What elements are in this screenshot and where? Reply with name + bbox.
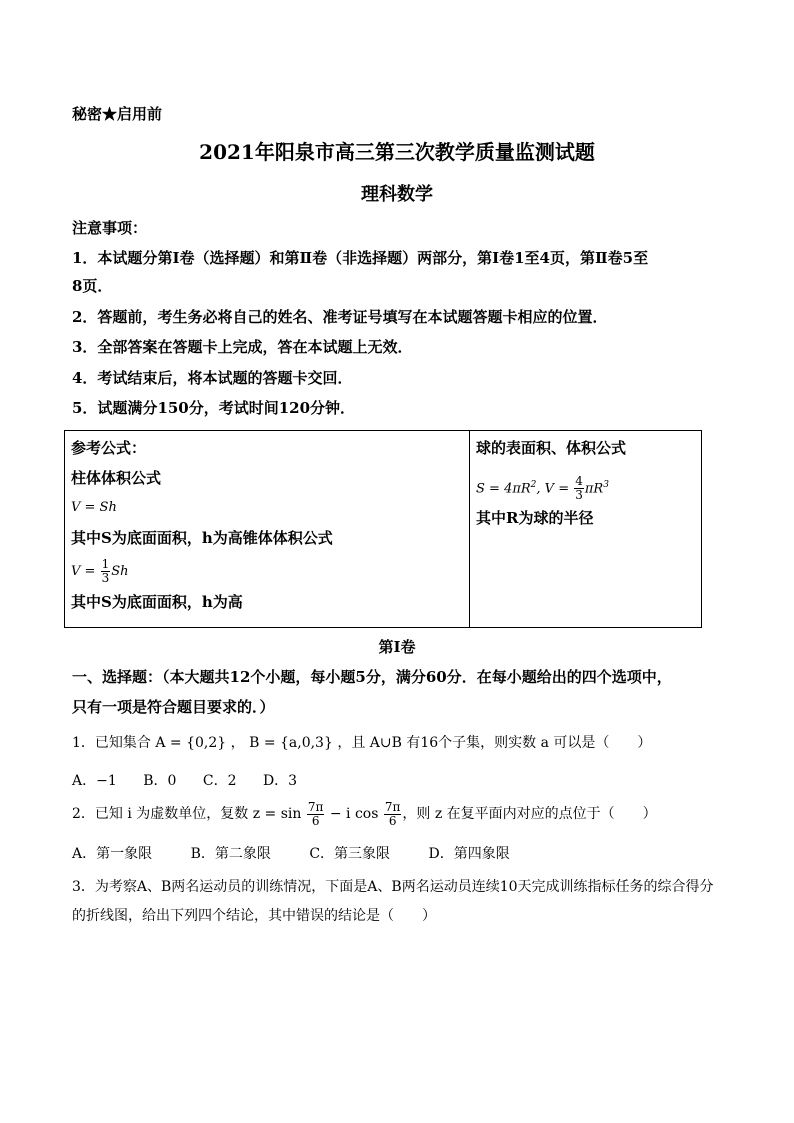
question-2-fraction-2-numerator: 7π: [384, 799, 401, 814]
cone-volume-formula: [71, 555, 463, 589]
cone-volume-note: 其中S为底面面积，h为高: [71, 593, 243, 611]
sphere-area-exponent: 2: [530, 480, 537, 490]
notes-item-4: 4．考试结束后，将本试题的答题卡交回．: [72, 368, 353, 387]
section-instruction-line-2: 只有一项是符合题目要求的．）: [72, 698, 275, 716]
part-one-title: 第Ⅰ卷: [378, 638, 416, 656]
question-1-option-b: B．0: [143, 773, 177, 789]
sphere-fraction-numerator: 4: [575, 474, 583, 489]
question-2-option-a: A．第一象限: [72, 846, 153, 862]
notes-item-5: 5．试题满分150分，考试时间120分钟．: [72, 399, 356, 417]
notes-item-3: 3．全部答案在答题卡上完成，答在本试题上无效．: [72, 338, 413, 356]
notes-section: [72, 217, 732, 428]
reference-label: 参考公式：: [71, 439, 147, 457]
confidential-label: 秘密★启用前: [72, 105, 163, 123]
cone-fraction: [101, 558, 111, 585]
cone-fraction-numerator: 1: [101, 557, 110, 571]
cone-formula-lhs: V =: [71, 564, 96, 579]
question-2-fraction-1: [307, 801, 325, 828]
question-2-option-b: B．第二象限: [190, 846, 271, 862]
sphere-formula-note: 其中R为球的半径: [476, 509, 594, 527]
prism-volume-formula: V = Sh: [71, 500, 117, 515]
question-3-text-line-1: 3．为考察A、B两名运动员的训练情况，下面是A、B两名运动员连续10天完成训练指标任务的综合得分: [72, 879, 714, 895]
question-1-option-c: C．2: [202, 773, 237, 789]
question-2-fraction-2: [384, 801, 402, 828]
question-1-options: [72, 770, 297, 790]
question-2-suffix: ，则 z 在复平面内对应的点位于（ ）: [402, 806, 657, 822]
prism-volume-label: 柱体体积公式: [71, 469, 162, 487]
question-2-middle: − i cos: [329, 806, 379, 822]
question-2-option-d: D．第四象限: [428, 846, 510, 862]
sphere-fraction: [574, 475, 584, 502]
question-3-text-line-2: 的折线图，给出下列四个结论，其中错误的结论是（ ）: [72, 908, 436, 924]
exam-subject: 理科数学: [361, 184, 433, 205]
question-2-fraction-2-denominator: 6: [388, 813, 397, 828]
notes-item-2: 2．答题前，考生务必将自己的姓名、准考证号填写在本试题答题卡相应的位置．: [72, 307, 608, 326]
notes-item-1-line-2: 8页．: [72, 277, 113, 295]
notes-heading: 注意事项：: [72, 219, 148, 237]
question-2-fraction-1-numerator: 7π: [307, 799, 324, 814]
sphere-formula: [476, 465, 695, 505]
sphere-formula-label: 球的表面积、体积公式: [476, 439, 627, 457]
reference-formula-table: [64, 430, 702, 628]
section-instruction-line-1: 一、选择题：（本大题共12个小题，每小题5分，满分60分．在每小题给出的四个选项中，: [72, 668, 672, 686]
question-2-option-c: C．第三象限: [309, 846, 391, 862]
sphere-volume-lhs: , V =: [536, 481, 570, 497]
sphere-fraction-denominator: 3: [575, 488, 583, 503]
question-1-text: 1．已知集合 A = {0,2} ， B = {a,0,3} ，且 A∪B 有16个子集，则实数 a 可以是（ ）: [72, 735, 652, 751]
cone-formula-rhs: Sh: [111, 564, 129, 579]
sphere-volume-exponent: 3: [603, 480, 609, 490]
question-1-option-d: D．3: [262, 773, 298, 789]
question-2-fraction-1-denominator: 6: [311, 813, 320, 828]
question-2-options: [72, 843, 510, 863]
prism-volume-note: 其中S为底面面积，h为高锥体体积公式: [71, 529, 333, 547]
sphere-area-formula: S = 4πR: [476, 481, 531, 497]
question-2-prefix: 2．已知 i 为虚数单位，复数 z = sin: [72, 806, 302, 822]
question-2-text: [72, 796, 657, 832]
sphere-formula-cell: [470, 431, 702, 628]
notes-item-1-line-1: 1．本试题分第Ⅰ卷（选择题）和第Ⅱ卷（非选择题）两部分，第Ⅰ卷1至4页，第Ⅱ卷5至: [72, 249, 649, 267]
cone-fraction-denominator: 3: [101, 571, 110, 585]
volume-formula-cell: [65, 431, 470, 628]
question-1-option-a: A．−1: [72, 773, 117, 789]
exam-title: 2021年阳泉市高三第三次教学质量监测试题: [199, 140, 595, 164]
sphere-volume-rhs: πR: [584, 481, 604, 497]
